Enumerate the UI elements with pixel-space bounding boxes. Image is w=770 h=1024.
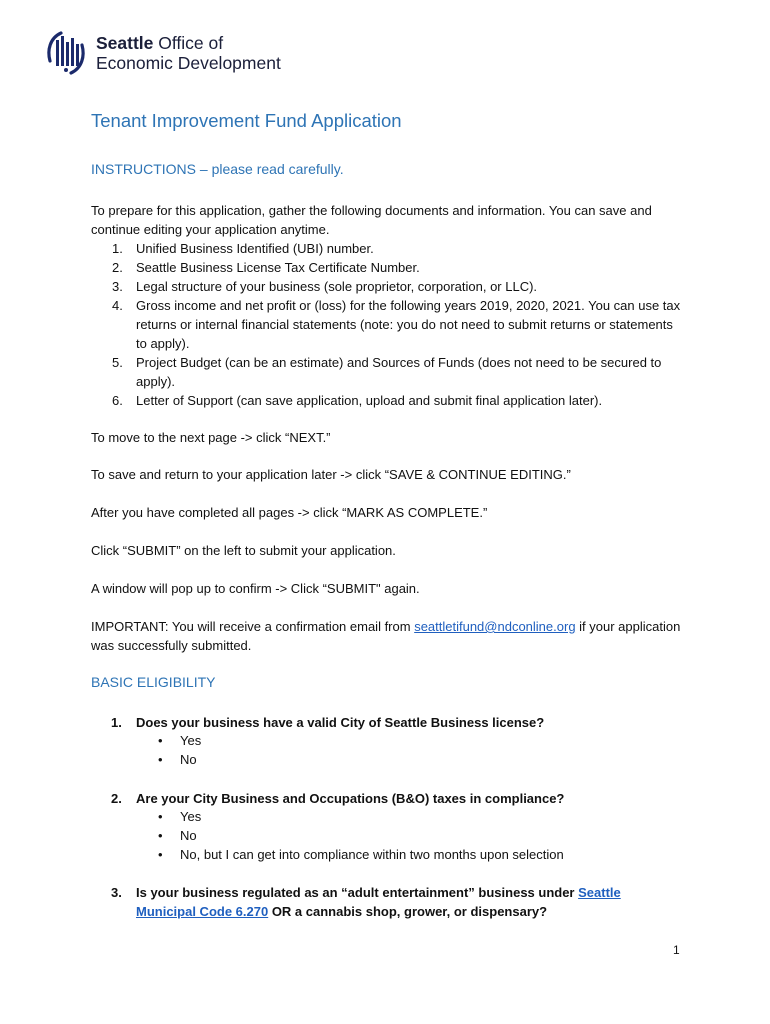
instructions-heading: INSTRUCTIONS – please read carefully.	[91, 161, 344, 177]
question-2: 2. Are your City Business and Occupations (B&O) taxes in compliance?	[111, 789, 671, 808]
question-1: 1. Does your business have a valid City of Seattle Business license?	[111, 713, 671, 732]
option-yes[interactable]: • Yes	[156, 731, 201, 750]
instruction-important: IMPORTANT: You will receive a confirmation email from seattletifund@ndconline.org if your application was successfully submitted.	[91, 619, 681, 653]
question-1-options	[156, 731, 201, 769]
instructions-block	[91, 201, 681, 410]
instruction-popup: A window will pop up to confirm -> Click “SUBMIT" again.	[91, 581, 420, 596]
eligibility-heading: BASIC ELIGIBILITY	[91, 674, 216, 690]
logo-wordmark	[96, 33, 281, 73]
question-2-text: Are your City Business and Occupations (B&O) taxes in compliance?	[136, 791, 565, 806]
list-item: 5. Project Budget (can be an estimate) and Sources of Funds (does not need to be secured to apply).	[112, 355, 662, 389]
list-item: 6. Letter of Support (can save application, upload and submit final application later).	[112, 393, 603, 408]
option-no[interactable]: • No	[156, 750, 201, 769]
list-item: 2. Seattle Business License Tax Certificate Number.	[112, 260, 420, 275]
question-3: 3. Is your business regulated as an “adult entertainment” business under Seattle Municipal Code 6.270 OR a cannabis shop, grower, or dispensary?	[111, 883, 671, 921]
logo-seattle: Seattle	[96, 33, 154, 53]
option-compliance-later[interactable]: • No, but I can get into compliance within two months upon selection	[156, 845, 564, 864]
list-item: 3. Legal structure of your business (sole proprietor, corporation, or LLC).	[112, 279, 538, 294]
instruction-complete: After you have completed all pages -> click “MARK AS COMPLETE.”	[91, 505, 488, 520]
question-2-options	[156, 807, 564, 864]
page-number: 1	[673, 943, 680, 957]
page-title: Tenant Improvement Fund Application	[91, 110, 402, 131]
required-documents-list	[91, 239, 681, 410]
list-item: 1. Unified Business Identified (UBI) number.	[112, 241, 374, 256]
instruction-submit: Click “SUBMIT” on the left to submit your application.	[91, 543, 396, 558]
instruction-next: To move to the next page -> click “NEXT.”	[91, 430, 331, 445]
municipal-code-link[interactable]: Seattle Municipal Code 6.270	[136, 885, 621, 919]
logo-economic-development: Economic Development	[96, 53, 281, 73]
option-yes[interactable]: • Yes	[156, 807, 564, 826]
logo-office-of: Office of	[153, 33, 224, 53]
instruction-save: To save and return to your application later -> click “SAVE & CONTINUE EDITING.”	[91, 467, 571, 482]
list-item: 4. Gross income and net profit or (loss) for the following years 2019, 2020, 2021. You can use tax returns or internal financial statements (note: you do not need to submit returns or statements to apply).	[112, 298, 681, 351]
option-no[interactable]: • No	[156, 826, 564, 845]
seattle-seal-icon	[44, 30, 88, 76]
instructions-intro: To prepare for this application, gather the following documents and information. You can save and continue editing your application anytime.	[91, 203, 652, 237]
question-3-text: Is your business regulated as an “adult entertainment” business under Seattle Municipal Code 6.270 OR a cannabis shop, grower, or dispensary?	[136, 885, 621, 919]
seattle-oed-logo	[44, 30, 281, 76]
question-1-text: Does your business have a valid City of Seattle Business license?	[136, 715, 545, 730]
confirmation-email-link[interactable]: seattletifund@ndconline.org	[414, 619, 576, 634]
